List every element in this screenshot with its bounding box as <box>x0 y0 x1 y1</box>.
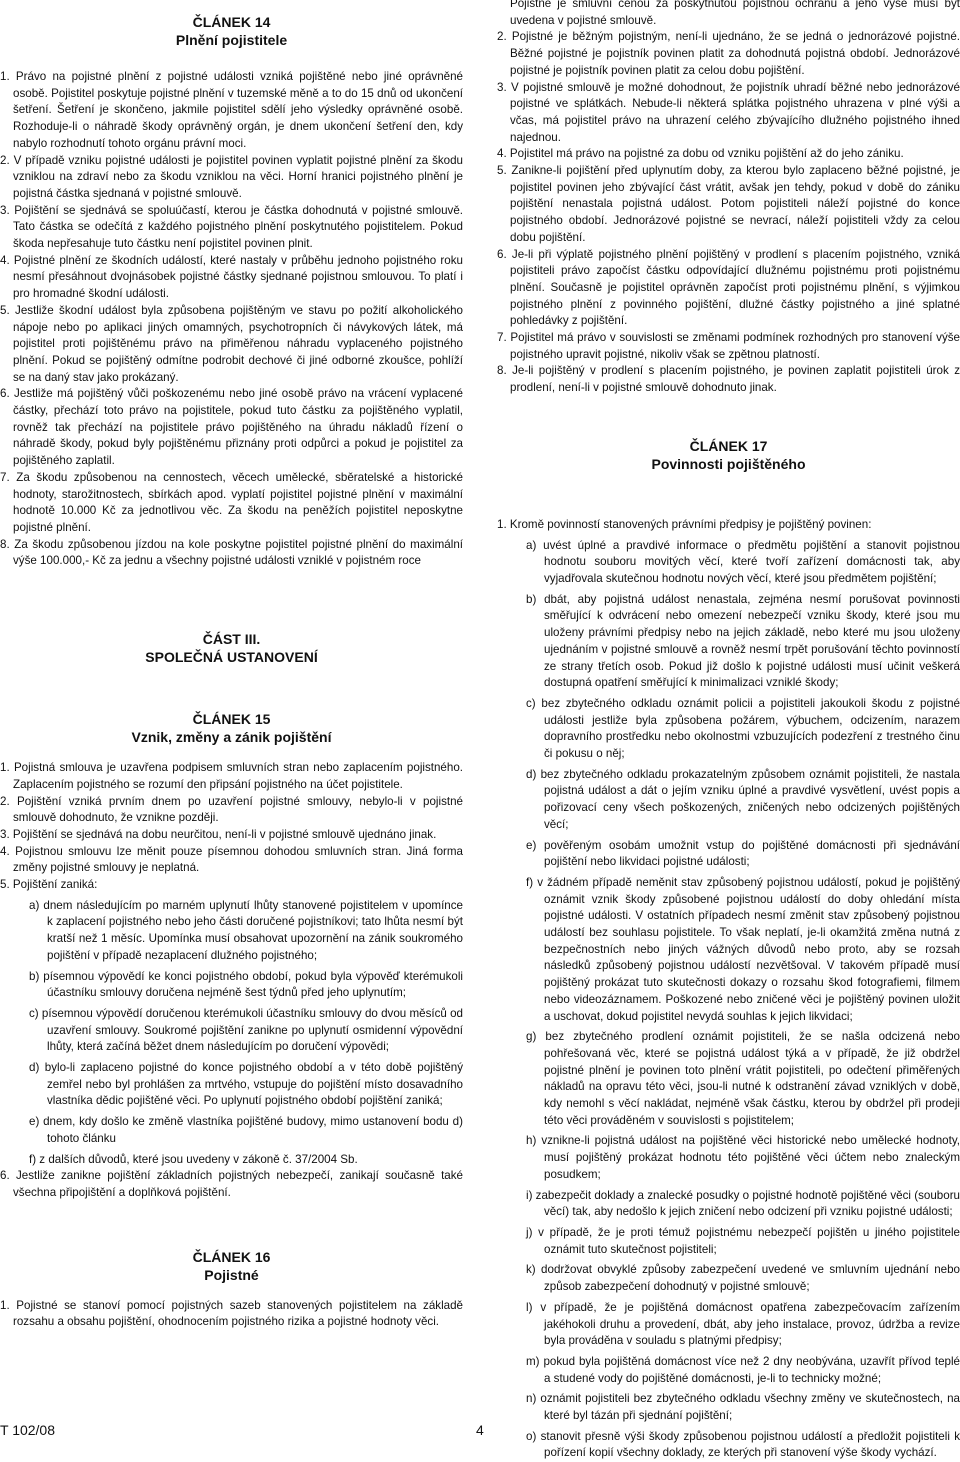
part-3-heading <box>0 630 463 666</box>
article-15-item: 4. Pojistnou smlouvu lze měnit pouze písemnou dohodou smluvních stran. Jiná forma změny pojistné smlouvy je neplatná. <box>0 844 463 875</box>
left-column <box>0 0 463 1331</box>
right-column <box>497 0 960 1462</box>
article-15-items <box>0 760 463 894</box>
page-number: 4 <box>476 1422 484 1438</box>
article-15-item: 3. Pojištění se sjednává na dobu neurčitou, není-li v pojistné smlouvě ujednáno jinak. <box>0 827 437 841</box>
article-15-subitems <box>0 898 463 1169</box>
article-14-item: 3. Pojištění se sjednává se spoluúčastí, kterou je částka dohodnutá v pojistné smlouvě. Tato částka se odečítá z každého pojistného plnění poskytnutého pojistitelem. Pokud škoda nepřesahuje tuto částku není pojistitel povinen plnit. <box>0 203 463 251</box>
article-15-number: ČLÁNEK 15 <box>192 711 271 728</box>
article-17-subitem: m) pokud byla pojištěná domácnost více než 2 dny neobývána, uzavřít přívod teplé a studené vody do pojištěné domácnosti, je-li to technicky možné; <box>526 1354 960 1385</box>
article-17-subitem: l) v případě, že je pojištěná domácnost opatřena zabezpečovacím zařízením jakéhokoli druhu a provedení, dbát, aby jeho instalace, provoz, údržba a revize byla prováděna v souladu s platnými předpisy; <box>526 1300 960 1348</box>
article-16-number: ČLÁNEK 16 <box>192 1248 271 1265</box>
article-15-item: 2. Pojištění vzniká prvním dnem po uzavření pojistné smlouvy, nebylo-li v pojistné smlouvě dohodnuto, že vznikne později. <box>0 794 463 825</box>
article-17-subitem: g) bez zbytečného prodlení oznámit pojistiteli, že se našla odcizená nebo pohřešovaná věc, které se pojistná událost týká a v případě, že již obdržel pojistné plnění je povinen toto plnění vrátit pojistiteli, po odečtení přiměřených nákladů na opravu této věci, jsou-li nutné k odstranění závad vzniklých v době, kdy nemohl s věcí nakládat, nejméně však částku, kterou by obdržel při prodeji této věci prováděném v souvislosti s pojistitelem; <box>526 1030 960 1127</box>
article-14-item: 5. Jestliže škodní událost byla způsobena pojištěným ve stavu po požití alkoholického nápoje nebo po aplikaci jiných omamných, psychotropních či návykových látek, má pojistitel proti pojištěnému právo na přiměřenou náhradu vyplaceného pojistného plnění. Pokud se pojištěný odmítne podrobit dechové či jiné odborné zkoušce, pohlíží se na daný stav jako prokázaný. <box>0 303 463 384</box>
article-15-subitem: c) písemnou výpovědí doručenou kterémukoli účastníku smlouvy do dvou měsíců od uzavření smlouvy. Soukromé pojištění zanikne po uplynutí osmidenní výpovědní lhůty, která začíná běžet dnem následujícím po doručení výpovědi; <box>29 1006 463 1054</box>
article-16-item: 4. Pojistitel má právo na pojistné za dobu od vzniku pojištění až do jeho zániku. <box>497 147 904 161</box>
article-17-subitem: n) oznámit pojistiteli bez zbytečného odkladu všechny změny ve skutečnostech, na které byl tázán při sjednání pojištění; <box>526 1392 960 1423</box>
article-16-item-1: 1. Pojistné se stanoví pomocí pojistných sazeb stanovených pojistitelem na základě rozsahu a obsahu pojištění, ohodnocením pojistného rizika a pojistné hodnoty věci. <box>0 1298 463 1329</box>
article-17-subitem: o) stanovit přesně výši škody způsobenou pojistnou událostí a předložit pojistiteli k pořízení kopií všechny doklady, ze kterých při stanovení výše škody vychází. <box>526 1429 960 1460</box>
article-17-subitem: k) dodržovat obvyklé způsoby zabezpečení uvedené ve smluvním ujednání nebo způsob zabezpečení dohodnutý v pojistné smlouvě; <box>526 1263 960 1294</box>
article-14-item: 6. Jestliže má pojištěný vůči poškozenému nebo jiné osobě právo na vrácení vyplacené částky, přechází toto právo na pojistitele, pokud tuto částku za pojištěného vyplatil, rovněž tak přechází na pojistitele právo pojištěného na úhradu nákladů řízení o náhradě škody, pokud byly pojištěnému přiznány proti odpůrci a pokud je pojistitel za pojištěného zaplatil. <box>0 387 463 468</box>
article-17-item-1: 1. Kromě povinností stanovených právními předpisy je pojištěný povinen: <box>497 517 872 531</box>
article-15-subitem: d) bylo-li zaplaceno pojistné do konce pojistného období a v této době pojištěný zemřel nebo byl prohlášen za mrtvého, vstupuje do pojištění místo dosavadního vlastníka dědic pojištěné věci. Po uplynutí pojistného období pojištění zaniká; <box>29 1061 463 1108</box>
article-16-heading <box>0 1248 463 1284</box>
article-15-title: Vznik, změny a zánik pojištění <box>131 729 332 746</box>
article-17-heading <box>497 437 960 473</box>
article-16-item: 5. Zanikne-li pojištění před uplynutím doby, za kterou bylo zaplaceno běžné pojistné, je pojistitel povinen jeho zbývající část vrátit, avšak jen tehdy, pokud v době do zániku pojištění nenastala pojistná událost. Potom pojistiteli náleží pojistné do konce pojistného období. Jednorázové pojistné se nevrací, náleží pojistiteli vždy za celou dobu pojištění. <box>497 164 960 244</box>
article-14-items <box>0 69 463 570</box>
document-code: T 102/08 <box>0 1422 56 1438</box>
article-17-number: ČLÁNEK 17 <box>689 437 768 454</box>
article-15-subitem: e) dnem, kdy došlo ke změně vlastníka pojištěné budovy, mimo ustanovení bodu d) tohoto článku <box>29 1115 463 1145</box>
article-15-subitem: b) písemnou výpovědí ke konci pojistného období, pokud byla výpověď kterémukoli účastníku smlouvy doručena nejméně šest týdnů před jeho uplynutím; <box>29 969 463 1000</box>
article-14-item: 1. Právo na pojistné plnění z pojistné události vzniká pojištěné nebo jiné oprávněné osobě. Pojistitel poskytuje pojistné plnění v tuzemské měně a to do 15 dnů od ukončení šetření. Šetření je skončeno, jakmile pojistitel sdělí jeho výsledky oprávněné osobě. Rozhoduje-li o náhradě škody oprávněný orgán, je dnem ukončení šetření den, kdy nabylo rozhodnutí tohoto orgánu právní moci. <box>0 70 463 150</box>
article-17-subitem: h) vznikne-li pojistná událost na pojištěné věci historické nebo umělecké hodnoty, musí pojištěný prokázat hodnotu této pojištěné věci účtem nebo znaleckým posudkem; <box>526 1134 960 1181</box>
article-16-title: Pojistné <box>204 1266 259 1283</box>
article-17-subitem: e) pověřeným osobám umožnit vstup do pojištěné domácnosti při sjednávání pojištění nebo likvidaci pojistné události; <box>526 838 960 869</box>
article-14-item: 7. Za škodu způsobenou na cennostech, věcech umělecké, sběratelské a historické hodnoty, starožitnostech, sbírkách apod. vyplatí pojistitel pojistné plnění v maximální hodnotě 10.000 Kč za jednotlivou věc. Za škodu na peněžích pojistitel neposkytne pojistné plnění. <box>0 470 463 534</box>
article-14-item: 4. Pojistné plnění ze škodních událostí, které nastaly v průběhu jednoho pojistného roku nesmí přesáhnout dvojnásobek pojistné částky sjednané pojistnou smlouvou. To platí i pro hromadné škodní události. <box>0 253 463 301</box>
article-14-heading <box>0 13 463 49</box>
article-16-item: 8. Je-li pojištěný v prodlení s placením pojistného, je povinen zaplatit pojistiteli úrok z prodlení, není-li v pojistné smlouvě dohodnuto jinak. <box>497 364 960 395</box>
article-16-continuation: Pojistné je smluvní cenou za poskytnutou pojistnou ochranu a jeho výše musí být uvedena v pojistné smlouvě. <box>510 0 960 27</box>
article-15-item: 1. Pojistná smlouva je uzavřena podpisem smluvních stran nebo zaplacením pojistného. Zaplacením pojistného se rozumí den připsání pojistného na účet pojistitele. <box>0 761 463 791</box>
article-16-item: 6. Je-li při výplatě pojistného plnění pojištěný v prodlení s placením pojistného, vzniká pojistiteli právo započíst částku odpovídající dlužnému pojistnému proti pojistnému plnění. Současně je pojistitel oprávněn započíst proti pojistnému plnění, s výjimkou pojistného plnění z povinného pojištění, dlužné částky pojistného a jiné splatné pohledávky z pojištění. <box>497 247 960 328</box>
article-16-item: 2. Pojistné je běžným pojistným, není-li ujednáno, že se jedná o jednorázové pojistné. Běžné pojistné je pojistník povinen platit za dohodnutá pojistná období. Jednorázové pojistné je pojistník povinen platit za celou dobu pojištění. <box>497 30 960 77</box>
article-17-title: Povinnosti pojištěného <box>651 455 806 472</box>
article-14-title: Plnění pojistitele <box>175 32 288 48</box>
article-17-subitem: i) zabezpečit doklady a znalecké posudky o pojistné hodnotě pojištěné věci (souboru věcí) tak, aby nedošlo k jejich zničení nebo odcizení při vzniku pojistné události; <box>526 1188 960 1219</box>
article-17-subitem: b) dbát, aby pojistná událost nenastala, zejména nesmí porušovat povinnosti směřující k odvrácení nebo omezení nebezpečí vzniku škody, které jsou mu uloženy právními předpisy nebo na jejich základě, nebo které mu jsou uloženy ujednáním v pojistné smlouvě a rovněž nesmí trpět porušování těchto povinností ze strany třetích osob. Pokud již došlo k pojistné události musí učinit veškerá dostupná opatření směřující k minimalizaci vzniklé škody; <box>526 592 960 690</box>
part-3-number: ČÁST III. <box>202 631 261 648</box>
article-17-subitem: j) v případě, že je proti témuž pojistnému nebezpečí pojištěn u jiného pojistitele oznámit tuto skutečnost pojistiteli; <box>526 1226 960 1256</box>
article-17-subitem: d) bez zbytečného odkladu prokazatelným způsobem oznámit pojistiteli, že nastala pojistná událost a dát o jejím vzniku úplné a pravdivé vysvětlení, uvést popis a pořizovací ceny všech poškozených, zničených nebo odcizených pojištěných věcí; <box>526 767 960 831</box>
article-15-item-6: 6. Jestliže zanikne pojištění základních pojistných nebezpečí, zanikají současně také všechna připojištění a doplňková pojištění. <box>0 1169 463 1199</box>
article-15-item: 5. Pojištění zaniká: <box>0 878 98 892</box>
article-16-item: 3. V pojistné smlouvě je možné dohodnout, že pojistník uhradí běžné nebo jednorázové pojistné ve splátkách. Nebude-li některá splátka pojistného uhrazena v plné výši a včas, má pojistitel právo na uhrazení celého zbývajícího dlužného pojistného ihned najednou. <box>497 80 960 144</box>
part-3-title: SPOLEČNÁ USTANOVENÍ <box>145 649 318 666</box>
article-14-number: ČLÁNEK 14 <box>192 14 271 30</box>
article-15-subitem: a) dnem následujícím po marném uplynutí lhůty stanovené pojistitelem v upomínce k zaplacení pojistného nebo jeho části doručené pojistníkovi; tato lhůta nesmí být kratší než 1 měsíc. Upomínka musí obsahovat upozornění na zánik soukromého pojištění v případě nezaplacení dlužného pojistného; <box>29 898 463 962</box>
article-15-subitem: f) z dalších důvodů, které jsou uvedeny v zákoně č. 37/2004 Sb. <box>29 1152 358 1166</box>
article-15-heading <box>0 710 463 746</box>
article-17-subitem: c) bez zbytečného odkladu oznámit policii a pojistiteli jakoukoli škodu z pojistné události jestliže byla způsobena požárem, výbuchem, odcizením, narazem dopravního prostředku nebo okolnostmi vzbuzujících podezření z trestného činu či pokusu o něj; <box>526 696 960 761</box>
article-14-item: 8. Za škodu způsobenou jízdou na kole poskytne pojistitel pojistné plnění do maximální výše 100.000,- Kč za jednu a všechny pojistné události vzniklé v pojistném roce <box>0 537 463 568</box>
article-14-item: 2. V případě vzniku pojistné události je pojistitel povinen vyplatit pojistné plnění za škodu vzniklou na zdraví nebo za škodu vzniklou na věci. Horní hranici pojistného plnění je pojistná částka sjednaná v pojistné smlouvě. <box>0 153 463 200</box>
article-17-subitem: f) v žádném případě neměnit stav způsobený pojistnou událostí, pokud je pojištěný oznámit vznik škody způsobené pojistnou událostí do doby ohledání místa pojistné události. V ostatních případech nesmí změnit stav způsobený pojistnou událostí bez souhlasu pojistitele. To však neplatí, je-li okamžitá změna nutná z bezpečnostních nebo jiných vážných důvodů nebo proto, aby se rozsah následků způsobený pojistnou událostí nezvětšoval. V takovém případě musí pojištěný prokázat tuto skutečnosti dokazy o rozsahu škod fotografiemi, filmem nebo videozáznamem. Poškozené nebo zničené věci je pojištěný povinen uložit a uschovat, dokud pojistitel nevydá souhlas k jejich likvidaci; <box>526 875 960 1023</box>
article-16-items <box>497 29 960 396</box>
article-17-subitem: a) uvést úplné a pravdivé informace o předmětu pojištění a stanovit pojistnou hodnotu souboru movitých věcí, které tvoří zařízení domácnosti tak, aby vyjadřovala skutečnou hodnotu nových věcí, které jsou předmětem pojištění; <box>526 538 960 585</box>
article-16-item: 7. Pojistitel má právo v souvislosti se změnami podmínek rozhodných pro stanovení výše pojistného upravit pojistné, nikoliv však se zpětnou platností. <box>497 331 960 361</box>
article-17-subitems <box>497 538 960 1462</box>
